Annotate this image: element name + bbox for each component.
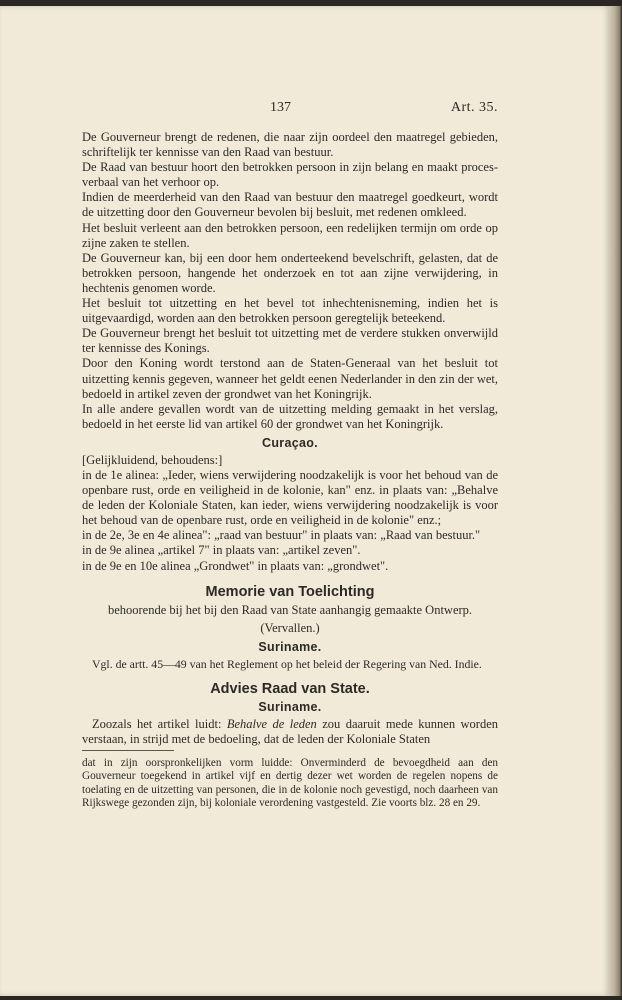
paragraph: In alle andere gevallen wordt van de uitzetting melding gemaakt in het verslag, bedoeld in het eerste lid van artikel 60 der grondwet van het Koningrijk. bbox=[82, 401, 498, 431]
paragraph: Het besluit tot uitzetting en het bevel tot inhechtenisneming, indien het is uitgevaardigd, worden aan den betrokken persoon geregtelijk beteekend. bbox=[82, 296, 498, 326]
curacao-line: in de 9e en 10e alinea „Grondwet" in plaats van: „grondwet". bbox=[82, 558, 389, 573]
advies-text bbox=[82, 717, 498, 747]
curacao-line: in de 2e, 3e en 4e alinea": „raad van bestuur" in plaats van: „Raad van bestuur." bbox=[82, 528, 481, 543]
paragraph: De Raad van bestuur hoort den betrokken persoon in zijn belang en maakt proces-verbaal van het verhoor op. bbox=[82, 160, 498, 190]
page-number: 137 bbox=[270, 100, 291, 115]
running-header bbox=[82, 100, 498, 122]
advies-text-end: zou daaruit mede kunnen worden verstaan, in strijd met de bedoeling, dat de leden der Koloniale Staten bbox=[82, 716, 499, 746]
curacao-section bbox=[82, 453, 498, 574]
curacao-heading: Curaçao. bbox=[262, 435, 318, 450]
footnote bbox=[82, 757, 498, 811]
memorie-text-block bbox=[82, 657, 498, 671]
memorie-suriname-heading: Suriname. bbox=[258, 639, 322, 654]
memorie-subtitle: behoorende bij het bij den Raad van State aanhangig gemaakte Ontwerp. bbox=[107, 602, 473, 617]
curacao-line: in de 9e alinea „artikel 7" in plaats van: „artikel zeven". bbox=[82, 543, 361, 558]
paragraph: Indien de meerderheid van den Raad van bestuur den maatregel goedkeurt, wordt de uitzetting door den Gouverneur bevolen bij besluit, met redenen omkleed. bbox=[82, 190, 498, 220]
article-body bbox=[82, 130, 498, 432]
paragraph: De Gouverneur brengt het besluit tot uitzetting met de verdere stukken onverwijld ter kennisse des Konings. bbox=[82, 326, 498, 356]
footnote-text: dat in zijn oorspronkelijken vorm luidde: Onverminderd de bevoegdheid aan den Gouverneur toegekend in artikel vijf en dertig dezer wet worden de regelen nopens de toelating en de uitzetting van personen, die in de kolonie noch gevestigd, noch daarheen van Rijkswege gezonden zijn, bij koloniale verordening vastgesteld. Zie voorts blz. 28 en 29. bbox=[82, 756, 498, 810]
paragraph: Het besluit verleent aan den betrokken persoon, een redelijken termijn om orde op zijne zaken te stellen. bbox=[82, 220, 498, 250]
paragraph: De Gouverneur kan, bij een door hem onderteekend bevelschrift, gelasten, dat de betrokken persoon, hangende het onderzoek en tot aan zijne verwijdering, in hechtenis genomen worde. bbox=[82, 250, 498, 295]
advies-heading: Advies Raad van State. bbox=[210, 680, 370, 697]
page-content bbox=[82, 100, 498, 810]
footnote-divider bbox=[82, 750, 174, 751]
advies-text-italic: Behalve de leden bbox=[226, 716, 317, 731]
paragraph: Door den Koning wordt terstond aan de Staten-Generaal van het besluit tot uitzetting kennis gegeven, wanneer het geldt eenen Nederlander in den zin der wet, bedoeld in artikel zeven der grondwet van het Koningrijk. bbox=[82, 356, 498, 401]
memorie-note: (Vervallen.) bbox=[260, 620, 320, 635]
memorie-heading: Memorie van Toelichting bbox=[205, 583, 375, 600]
page-edge bbox=[610, 6, 622, 996]
article-reference: Art. 35. bbox=[450, 100, 498, 115]
curacao-line: [Gelijkluidend, behoudens:] bbox=[82, 452, 223, 467]
curacao-line: in de 1e alinea: „Ieder, wiens verwijdering noodzakelijk is voor het behoud van de openbare rust, orde en veiligheid in de kolonie, kan" enz. in plaats van: „Behalve de leden der Koloniale Staten, kan ieder, wiens verwijdering noodzakelijk is voor het behoud van de openbare rust, orde en veiligheid in de kolonie" enz.; bbox=[82, 467, 498, 528]
advies-suriname-heading: Suriname. bbox=[258, 699, 322, 714]
paragraph: De Gouverneur brengt de redenen, die naar zijn oordeel den maatregel gebieden, schriftelijk ter kennisse van den Raad van bestuur. bbox=[82, 130, 498, 160]
memorie-text: Vgl. de artt. 45—49 van het Reglement op het beleid der Regering van Ned. Indie. bbox=[92, 656, 482, 671]
advies-text-start: Zoozals het artikel luidt: bbox=[92, 716, 227, 731]
